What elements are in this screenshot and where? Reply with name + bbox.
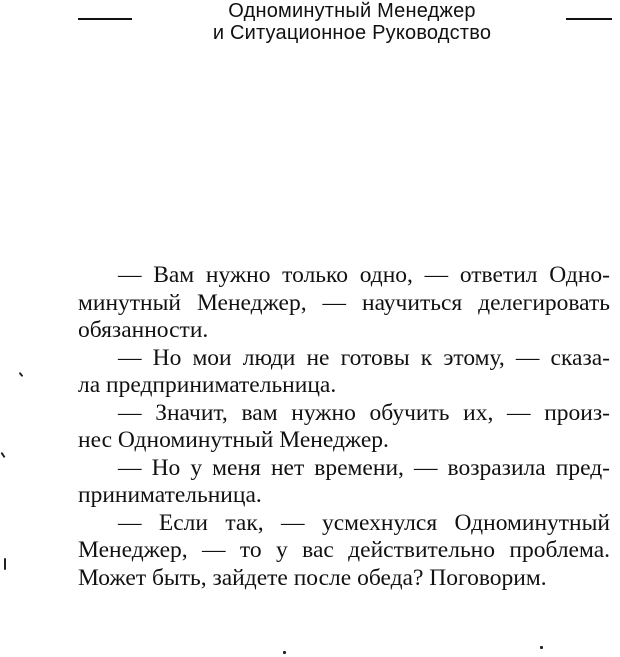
text-line: — Значит, вам нужно обучить их, — произ- (118, 399, 610, 426)
scan-speck (19, 372, 24, 377)
running-header-line-1: Одноминутный Менеджер (228, 0, 476, 22)
scan-speck (0, 452, 5, 458)
text-line: Менеджер, — то у вас действительно проблема. (78, 537, 610, 563)
running-header (140, 0, 564, 44)
text-line: принимательница. (78, 482, 262, 508)
body-text (78, 262, 610, 592)
header-rule-left (78, 18, 132, 20)
text-line: — Но мои люди не готовы к этому, — сказа- (118, 344, 610, 371)
text-line: ла предпринимательница. (78, 372, 337, 398)
text-line: — Если так, — усмехнулся Одноминутный (118, 509, 610, 536)
header-rule-right (566, 18, 612, 20)
text-line: — Вам нужно только одно, — ответил Одно- (118, 262, 610, 288)
text-line: обязанности. (78, 317, 209, 343)
running-header-line-2: и Ситуационное Руководство (212, 22, 492, 44)
text-line: — Но у меня нет времени, — возразила пред- (118, 454, 610, 481)
scan-speck (4, 558, 6, 570)
text-line: минутный Менеджер, — научиться делегировать (78, 289, 610, 316)
scan-speck (283, 651, 286, 654)
text-line: нес Одноминутный Менеджер. (78, 427, 389, 453)
scan-speck (540, 646, 543, 649)
text-line: Может быть, зайдете после обеда? Поговорим. (78, 564, 547, 591)
